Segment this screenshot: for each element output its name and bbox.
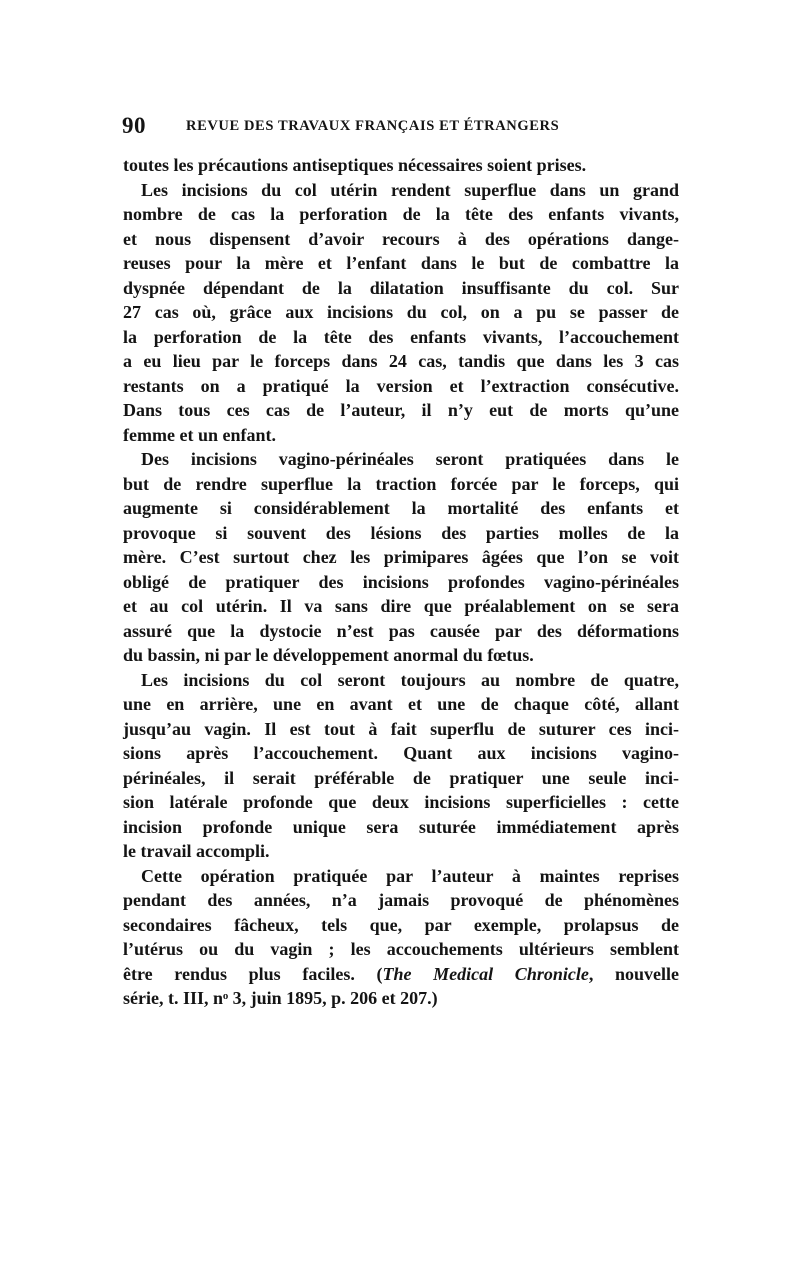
text-line: nombre de cas la perforation de la tête des enfants vivants,: [123, 204, 679, 224]
citation-before: être rendus plus faciles. (: [123, 963, 383, 984]
text-line: l’utérus ou du vagin ; les accouchements ultérieurs semblent: [123, 939, 679, 959]
text-line: périnéales, il serait préférable de pratiquer une seule inci-: [123, 767, 679, 788]
text-line: jusqu’au vagin. Il est tout à fait superflu de suturer ces inci-: [123, 718, 679, 739]
text-line: toutes les précautions antiseptiques nécessaires soient prises.: [123, 155, 587, 175]
text-line: 27 cas où, grâce aux incisions du col, on a pu se passer de: [123, 302, 679, 322]
text-line: Des incisions vagino-périnéales seront pratiquées dans le: [141, 449, 679, 469]
running-head: [122, 113, 678, 141]
text-line: sion latérale profonde que deux incisions superficielles : cette: [123, 792, 679, 812]
text-line: et nous dispensent d’avoir recours à des opérations dange-: [123, 228, 679, 249]
text-line: une en arrière, une en avant et une de chaque côté, allant: [123, 694, 679, 714]
article-body: [123, 153, 679, 1011]
text-line: provoque si souvent des lésions des parties molles de la: [123, 522, 679, 543]
text-line: a eu lieu par le forceps dans 24 cas, tandis que dans les 3 cas: [123, 351, 679, 371]
citation-after: , nouvelle: [588, 963, 679, 984]
text-line: Les incisions du col seront toujours au nombre de quatre,: [141, 669, 679, 690]
journal-title: The Medical Chronicle: [382, 963, 589, 984]
text-line: le travail accompli.: [123, 841, 270, 861]
text-line: augmente si considérablement la mortalité des enfants et: [123, 498, 679, 518]
citation-last-line: série, t. III, nᵒ 3, juin 1895, p. 206 et 207.): [123, 988, 438, 1008]
text-line: Dans tous ces cas de l’auteur, il n’y eut de morts qu’une: [123, 400, 679, 420]
text-line: mère. C’est surtout chez les primipares âgées que l’on se voit: [123, 547, 679, 567]
text-line: dyspnée dépendant de la dilatation insuffisante du col. Sur: [123, 277, 679, 298]
running-title: REVUE DES TRAVAUX FRANÇAIS ET ÉTRANGERS: [186, 118, 560, 134]
text-line: la perforation de la tête des enfants vivants, l’accouchement: [123, 326, 679, 347]
text-line: et au col utérin. Il va sans dire que préalablement on se sera: [123, 596, 679, 616]
text-line: femme et un enfant.: [123, 424, 276, 445]
text-line: reuses pour la mère et l’enfant dans le but de combattre la: [123, 253, 679, 273]
text-line: pendant des années, n’a jamais provoqué de phénomènes: [123, 890, 679, 910]
text-line: du bassin, ni par le développement anormal du fœtus.: [123, 645, 534, 665]
text-line: Les incisions du col utérin rendent superflue dans un grand: [141, 179, 679, 200]
text-line: secondaires fâcheux, tels que, par exemple, prolapsus de: [123, 914, 679, 935]
text-line: restants on a pratiqué la version et l’extraction consécutive.: [123, 375, 679, 396]
citation-line: [123, 962, 679, 987]
text-line: obligé de pratiquer des incisions profondes vagino-périnéales: [123, 571, 679, 592]
text-line: sions après l’accouchement. Quant aux incisions vagino-: [123, 743, 679, 763]
text-line: incision profonde unique sera suturée immédiatement après: [123, 816, 679, 837]
page-number: 90: [122, 113, 146, 138]
text-line: Cette opération pratiquée par l’auteur à maintes reprises: [141, 865, 679, 886]
text-line: but de rendre superflue la traction forcée par le forceps, qui: [123, 473, 679, 494]
text-line: assuré que la dystocie n’est pas causée par des déformations: [123, 620, 679, 641]
